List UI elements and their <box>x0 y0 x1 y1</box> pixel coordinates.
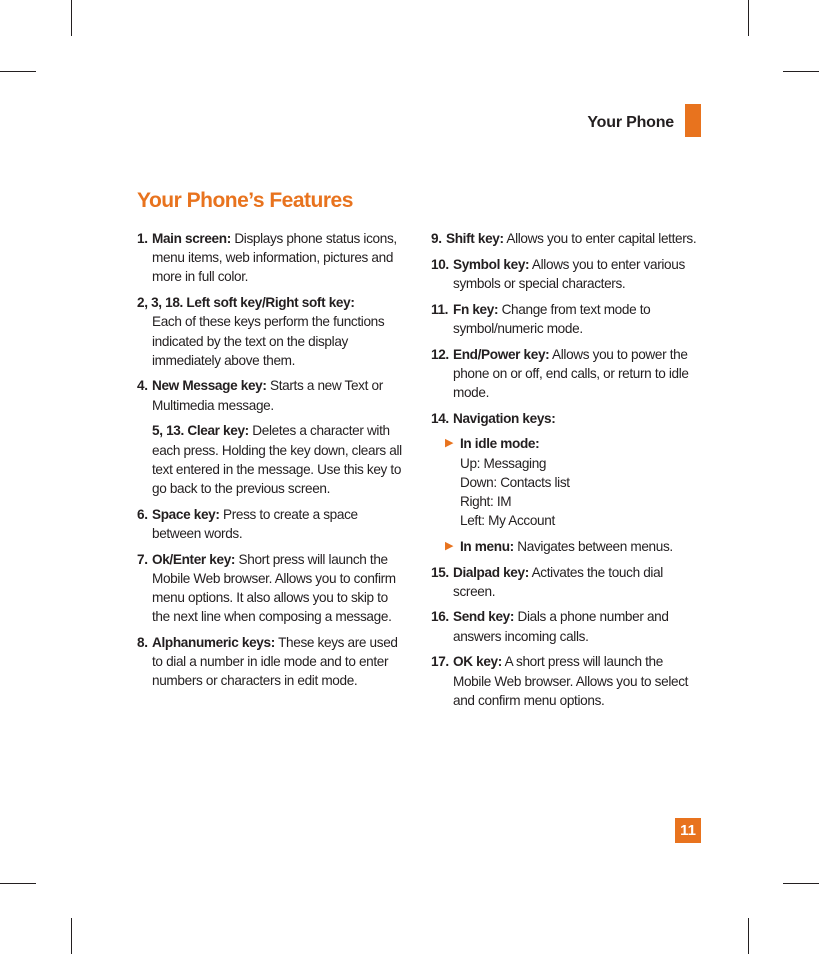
item-description: Each of these keys perform the functions indicated by the text on the display immediately above them. <box>152 314 385 368</box>
item-number: 1. <box>137 231 148 246</box>
triangle-right-icon: ▶ <box>445 539 454 552</box>
idle-line: Left: My Account <box>460 513 555 529</box>
left-column <box>137 229 409 697</box>
item-description: These keys are used to dial a number in idle mode and to enter numbers or characters in edit mode. <box>152 634 398 689</box>
subitem-description: Navigates between menus. <box>517 538 673 554</box>
item-description: Displays phone status icons, menu items, web information, pictures and more in full color. <box>152 231 397 285</box>
feature-item <box>431 229 703 248</box>
section-header: Your Phone <box>587 114 674 131</box>
item-number: 9. <box>431 231 442 246</box>
feature-item-navigation <box>431 409 703 428</box>
item-label: End/Power key: <box>453 346 550 362</box>
crop-mark <box>71 918 72 954</box>
section-tab-marker <box>685 104 701 137</box>
feature-item <box>431 563 703 601</box>
item-number: 12. <box>431 346 449 362</box>
item-number: 5, 13. <box>152 423 184 439</box>
idle-line: Down: Contacts list <box>460 474 570 490</box>
item-label: Navigation keys: <box>453 410 556 426</box>
crop-mark <box>783 71 819 72</box>
nav-subitem-menu <box>431 537 703 556</box>
item-description: A short press will launch the Mobile Web browser. Allows you to select and confirm menu options. <box>453 654 689 708</box>
item-label: Clear key: <box>187 423 249 439</box>
item-label: Alphanumeric keys: <box>152 634 275 650</box>
item-label: Send key: <box>453 609 515 625</box>
item-description: Short press will launch the Mobile Web browser. Allows you to confirm menu options. It also allows you to skip to the next line when composing a message. <box>152 551 396 625</box>
feature-item <box>431 652 703 710</box>
item-label: Symbol key: <box>453 256 530 272</box>
item-label: Ok/Enter key: <box>152 551 236 567</box>
crop-mark <box>0 71 36 72</box>
subitem-label: In menu: <box>460 538 514 554</box>
item-label: OK key: <box>453 654 502 670</box>
feature-item <box>431 255 703 293</box>
item-description: Deletes a character with each press. Holding the key down, clears all text entered in the message. Use this key to go back to the previous screen. <box>152 423 402 496</box>
item-description: Starts a new Text or Multimedia message. <box>152 378 383 413</box>
feature-item <box>137 550 409 627</box>
subitem-label: In idle mode: <box>460 436 540 452</box>
item-description: Allows you to enter various symbols or special characters. <box>453 256 685 291</box>
idle-line: Up: Messaging <box>460 455 547 471</box>
item-number: 17. <box>431 654 449 670</box>
item-label: New Message key: <box>152 378 267 394</box>
crop-mark <box>748 918 749 954</box>
item-description: Press to create a space between words. <box>152 506 358 541</box>
crop-mark <box>71 0 72 36</box>
item-description: Allows you to power the phone on or off, end calls, or return to idle mode. <box>453 346 689 400</box>
item-number: 2, 3, 18. <box>137 295 183 311</box>
item-number: 14. <box>431 410 449 426</box>
crop-mark <box>0 883 36 884</box>
triangle-right-icon: ▶ <box>445 437 454 450</box>
item-label: Fn key: <box>453 301 499 317</box>
feature-item <box>137 633 409 691</box>
crop-mark <box>783 883 819 884</box>
item-label: Space key: <box>152 506 220 522</box>
feature-item <box>137 229 409 287</box>
item-number: 6. <box>137 506 148 522</box>
item-number: 15. <box>431 564 449 580</box>
item-number: 7. <box>137 551 148 567</box>
item-label: Shift key: <box>446 231 504 246</box>
item-label: Left soft key/Right soft key: <box>186 295 355 311</box>
idle-line: Right: IM <box>460 493 512 509</box>
feature-item <box>137 376 409 414</box>
feature-item <box>137 505 409 543</box>
right-column <box>431 229 703 716</box>
item-label: Main screen: <box>152 231 231 246</box>
page-number: 11 <box>675 818 701 843</box>
item-description: Allows you to enter capital letters. <box>506 231 697 246</box>
nav-subitem-idle <box>431 434 703 530</box>
item-description: Activates the touch dial screen. <box>453 564 663 599</box>
feature-item <box>431 345 703 403</box>
feature-item <box>137 293 409 370</box>
item-number: 11. <box>431 301 449 317</box>
item-number: 4. <box>137 378 148 394</box>
page-title: Your Phone’s Features <box>137 189 353 212</box>
crop-mark <box>748 0 749 36</box>
item-number: 10. <box>431 256 449 272</box>
feature-item <box>137 421 409 498</box>
item-number: 16. <box>431 609 449 625</box>
item-description: Change from text mode to symbol/numeric mode. <box>453 301 651 336</box>
item-number: 8. <box>137 634 148 650</box>
item-description: Dials a phone number and answers incoming calls. <box>453 609 669 644</box>
feature-item <box>431 607 703 645</box>
item-label: Dialpad key: <box>453 564 529 580</box>
feature-item <box>431 300 703 338</box>
